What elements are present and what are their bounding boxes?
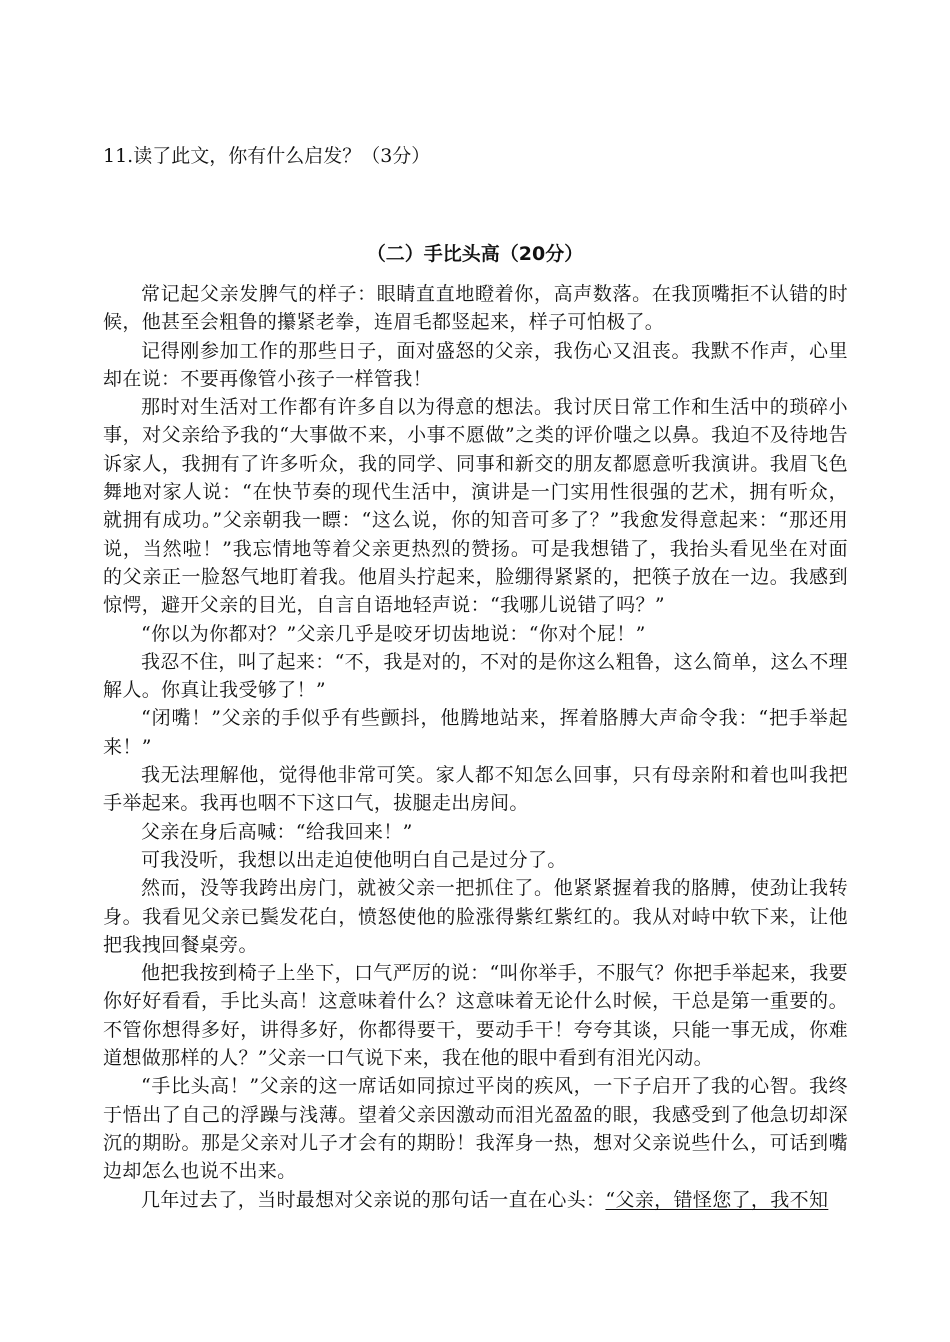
last-paragraph	[103, 1186, 848, 1214]
paragraph: 那时对生活对工作都有许多自以为得意的想法。我讨厌日常工作和生活中的琐碎小事，对父亲给予我的“大事做不来，小事不愿做”之类的评价嗤之以鼻。我迫不及待地告诉家人，我拥有了许多听众，我的同学、同事和新交的朋友都愿意听我演讲。我眉飞色舞地对家人说：“在快节奏的现代生活中，演讲是一门实用性很强的艺术，拥有听众，就拥有成功。”父亲朝我一瞟：“这么说，你的知音可多了？”我愈发得意起来：“那还用说，当然啦！”我忘情地等着父亲更热烈的赞扬。可是我想错了，我抬头看见坐在对面的父亲正一脸怒气地盯着我。他眉头拧起来，脸绷得紧紧的，把筷子放在一边。我感到惊愕，避开父亲的目光，自言自语地轻声说：“我哪儿说错了吗？”	[103, 396, 848, 617]
paragraph: “你以为你都对？”父亲几乎是咬牙切齿地说：“你对个屁！”	[141, 622, 646, 645]
paragraph: 记得刚参加工作的那些日子，面对盛怒的父亲，我伤心又沮丧。我默不作声，心里却在说：不要再像管小孩子一样管我！	[103, 339, 848, 390]
paragraph: 我无法理解他，觉得他非常可笑。家人都不知怎么回事，只有母亲附和着也叫我把手举起来。我再也咽不下这口气，拔腿走出房间。	[103, 764, 848, 815]
question-11: 11.读了此文，你有什么启发？（3分）	[103, 145, 431, 167]
last-paragraph-text: 几年过去了，当时最想对父亲说的那句话一直在心头：	[141, 1188, 606, 1211]
paragraph: 他把我按到椅子上坐下，口气严厉的说：“叫你举手，不服气？你把手举起来，我要你好好看看，手比头高！这意味着什么？这意味着无论什么时候，干总是第一重要的。不管你想得多好，讲得多好，你都得要干，要动手干！夸夸其谈，只能一事无成，你难道想做那样的人？”父亲一口气说下来，我在他的眼中看到有泪光闪动。	[103, 962, 848, 1070]
paragraph: 然而，没等我跨出房门，就被父亲一把抓住了。他紧紧握着我的胳膊，使劲让我转身。我看见父亲已鬓发花白，愤怒使他的脸涨得紫红紫红的。我从对峙中软下来，让他把我拽回餐桌旁。	[103, 877, 848, 956]
underlined-sentence: “父亲，错怪您了，我不知	[605, 1188, 829, 1211]
article-body	[103, 280, 848, 1214]
paragraph: 常记起父亲发脾气的样子：眼睛直直地瞪着你，高声数落。在我顶嘴拒不认错的时候，他甚至会粗鲁的攥紧老拳，连眉毛都竖起来，样子可怕极了。	[103, 283, 848, 334]
paragraph: “手比头高！”父亲的这一席话如同掠过平岗的疾风，一下子启开了我的心智。我终于悟出了自己的浮躁与浅薄。望着父亲因激动而泪光盈盈的眼，我感受到了他急切却深沉的期盼。那是父亲对儿子才会有的期盼！我浑身一热，想对父亲说些什么，可话到嘴边却怎么也说不出来。	[103, 1075, 848, 1183]
paragraph: “闭嘴！”父亲的手似乎有些颤抖，他腾地站来，挥着胳膊大声命令我：“把手举起来！”	[103, 707, 848, 758]
paragraph: 我忍不住，叫了起来：“不，我是对的，不对的是你这么粗鲁，这么简单，这么不理解人。你真让我受够了！”	[103, 650, 848, 702]
section-title: （二）手比头高（20分）	[366, 243, 584, 265]
paragraph: 可我没听，我想以出走迫使他明白自己是过分了。	[141, 848, 567, 871]
paragraph: 父亲在身后高喊：“给我回来！”	[141, 820, 413, 843]
